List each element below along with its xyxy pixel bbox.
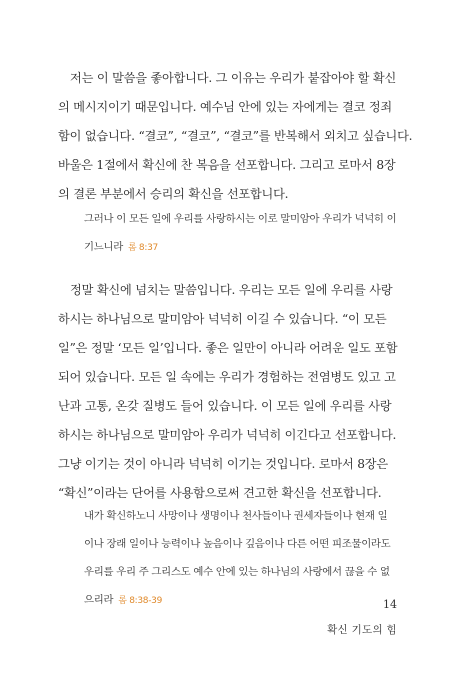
scripture-reference: 롬 8:37 <box>127 243 158 253</box>
quote-line-last <box>84 233 404 262</box>
text-line: 난과 고통, 온갖 질병도 들어 있습니다. 이 모든 일에 우리를 사랑 <box>58 399 392 413</box>
text-line: 하시는 하나님으로 말미암아 넉넉히 이길 수 있습니다. “이 모든 <box>58 312 387 326</box>
text-line: 함이 없습니다. “결코”, “결코”, “결코”를 반복해서 외치고 싶습니다. <box>58 129 413 143</box>
quote-line: 그러나 이 모든 일에 우리를 사랑하시는 이로 말미암아 우리가 넉넉히 이 <box>84 213 397 225</box>
quote-line-last <box>84 586 404 615</box>
scripture-quote-1 <box>84 205 404 262</box>
text-line: 그냥 이기는 것이 아니라 넉넉히 이기는 것입니다. 로마서 8장은 <box>58 457 388 471</box>
quote-line: 내가 확신하노니 사망이나 생명이나 천사들이나 권세자들이나 현재 일 <box>84 510 388 522</box>
quote-text: 으리라 <box>84 594 114 606</box>
text-line: 의 결론 부분에서 승리의 확신을 선포합니다. <box>58 187 289 201</box>
text-line: 의 메시지이기 때문입니다. 예수님 안에 있는 자에게는 결코 정죄 <box>58 100 392 114</box>
body-paragraph-2 <box>58 276 416 508</box>
text-line: 저는 이 말씀을 좋아합니다. 그 이유는 우리가 붙잡아야 할 확신 <box>70 71 397 85</box>
text-line: 하시는 하나님으로 말미암아 우리가 넉넉히 이긴다고 선포합니다. <box>58 428 397 442</box>
text-line: “확신”이라는 단어를 사용함으로써 견고한 확신을 선포합니다. <box>58 486 382 500</box>
scripture-reference: 롬 8:38-39 <box>118 596 162 606</box>
text-line: 바울은 1절에서 확신에 찬 복음을 선포합니다. 그리고 로마서 8장 <box>58 158 396 172</box>
quote-text: 기느니라 <box>84 241 123 253</box>
quote-line: 우리를 우리 주 그리스도 예수 안에 있는 하나님의 사랑에서 끊을 수 없 <box>84 566 390 578</box>
text-line: 정말 확신에 넘치는 말씀입니다. 우리는 모든 일에 우리를 사랑 <box>70 283 393 297</box>
running-title: 확신 기도의 힘 <box>327 624 397 636</box>
text-line: 일”은 정말 ‘모든 일’입니다. 좋은 일만이 아니라 어려운 일도 포함 <box>58 341 398 355</box>
scripture-quote-2 <box>84 502 404 615</box>
quote-line: 이나 장래 일이나 능력이나 높음이나 깊음이나 다른 어떤 피조물이라도 <box>84 538 391 550</box>
body-paragraph-1 <box>58 64 416 209</box>
page-number: 14 <box>383 598 397 611</box>
text-line: 되어 있습니다. 모든 일 속에는 우리가 경험하는 전염병도 있고 고 <box>58 370 396 384</box>
